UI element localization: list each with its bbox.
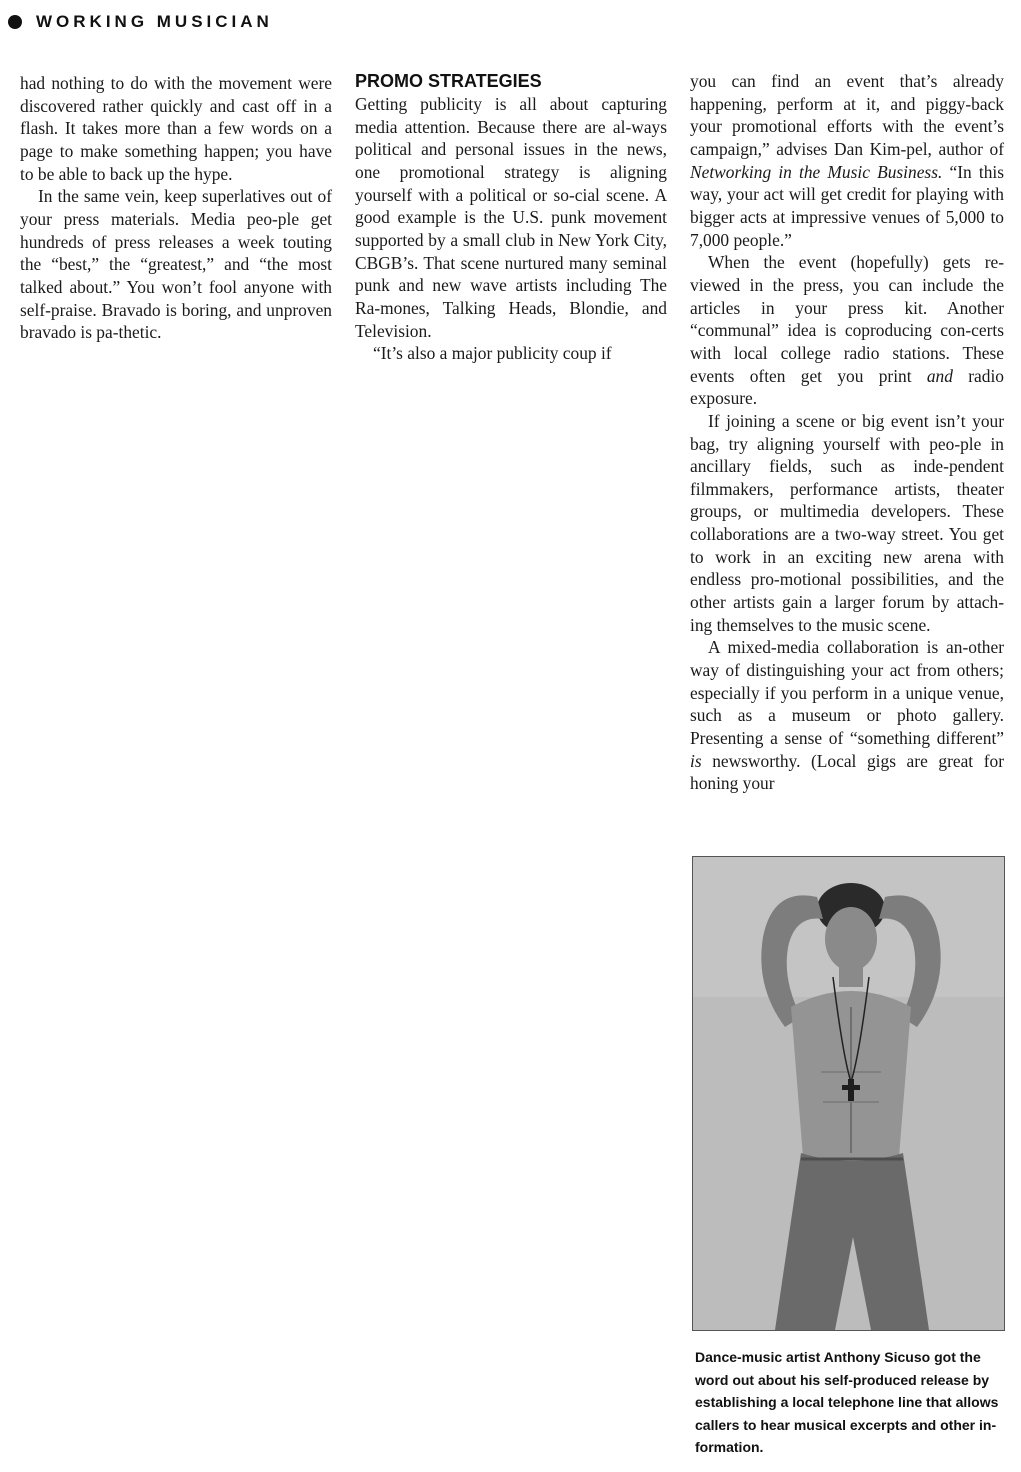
bullet-icon <box>8 15 22 29</box>
paragraph: “It’s also a major publicity coup if <box>373 343 612 364</box>
paragraph: In the same vein, keep superlatives out of your press materials. Media peo-ple get hundreds of press releases a week touting the “best,” the “greatest,” and “the most talked about.” You won’t fool anyone with self-praise. Bravado is boring, and unproven bravado is pa-thetic. <box>20 186 332 343</box>
paragraph: When the event (hopefully) gets re-viewed in the press, you can include the articles in your press kit. Another “communal” idea is coproducing con-certs with local college radio stations. These events often get you print and radio exposure. <box>690 252 1004 409</box>
paragraph: Getting publicity is all about capturing media attention. Because there are al-ways political and personal issues in the news, one promotional strategy is aligning yourself with a political or so-cial scene. A good example is the U.S. punk movement supported by a small club in New York City, CBGB’s. That scene nurtured many seminal punk and new wave artists including The Ra-mones, Talking Heads, Blondie, and Television. <box>355 94 667 341</box>
paragraph: you can find an event that’s already happening, perform at it, and piggy-back your promotional efforts with the event’s campaign,” advises Dan Kim-pel, author of Networking in the Music Business. “In this way, your act will get credit for playing with bigger acts at impressive venues of 5,000 to 7,000 people.” <box>690 71 1004 250</box>
portrait-photo <box>692 856 1005 1331</box>
emphasis: is <box>690 750 702 771</box>
page-header <box>8 10 273 34</box>
article-column-3 <box>690 70 1004 795</box>
portrait-photo-icon <box>693 857 1004 1330</box>
paragraph: If joining a scene or big event isn’t your bag, try aligning yourself with peo-ple in ancillary fields, such as inde-pendent filmmakers, performance artists, theater groups, or multimedia developers. These collaborations are a two-way street. You get to work in an exciting new arena with endless pro-motional possibilities, and the other artists gain a larger forum by attach-ing themselves to the music scene. <box>690 410 1004 635</box>
article-column-1 <box>20 72 332 344</box>
paragraph: A mixed-media collaboration is an-other way of distinguishing your act from others; especially if you perform in a unique venue, such as a museum or photo gallery. Presenting a sense of “something different” is newsworthy. (Local gigs are great for honing your <box>690 637 1004 794</box>
section-label: WORKING MUSICIAN <box>36 12 273 31</box>
paragraph: had nothing to do with the movement were discovered rather quickly and cast off in a flash. It takes more than a few words on a page to make something happen; you have to be able to back up the hype. <box>20 73 332 184</box>
book-title: Networking in the Music Business. <box>690 161 943 182</box>
emphasis: and <box>926 365 953 386</box>
photo-caption: Dance-music artist Anthony Sicuso got the word out about his self-produced release by establishing a local telephone line that allows callers to hear musical excerpts and other in-formation. <box>695 1349 999 1456</box>
subhead-promo-strategies: PROMO STRATEGIES <box>355 71 542 91</box>
article-column-2 <box>355 70 667 365</box>
